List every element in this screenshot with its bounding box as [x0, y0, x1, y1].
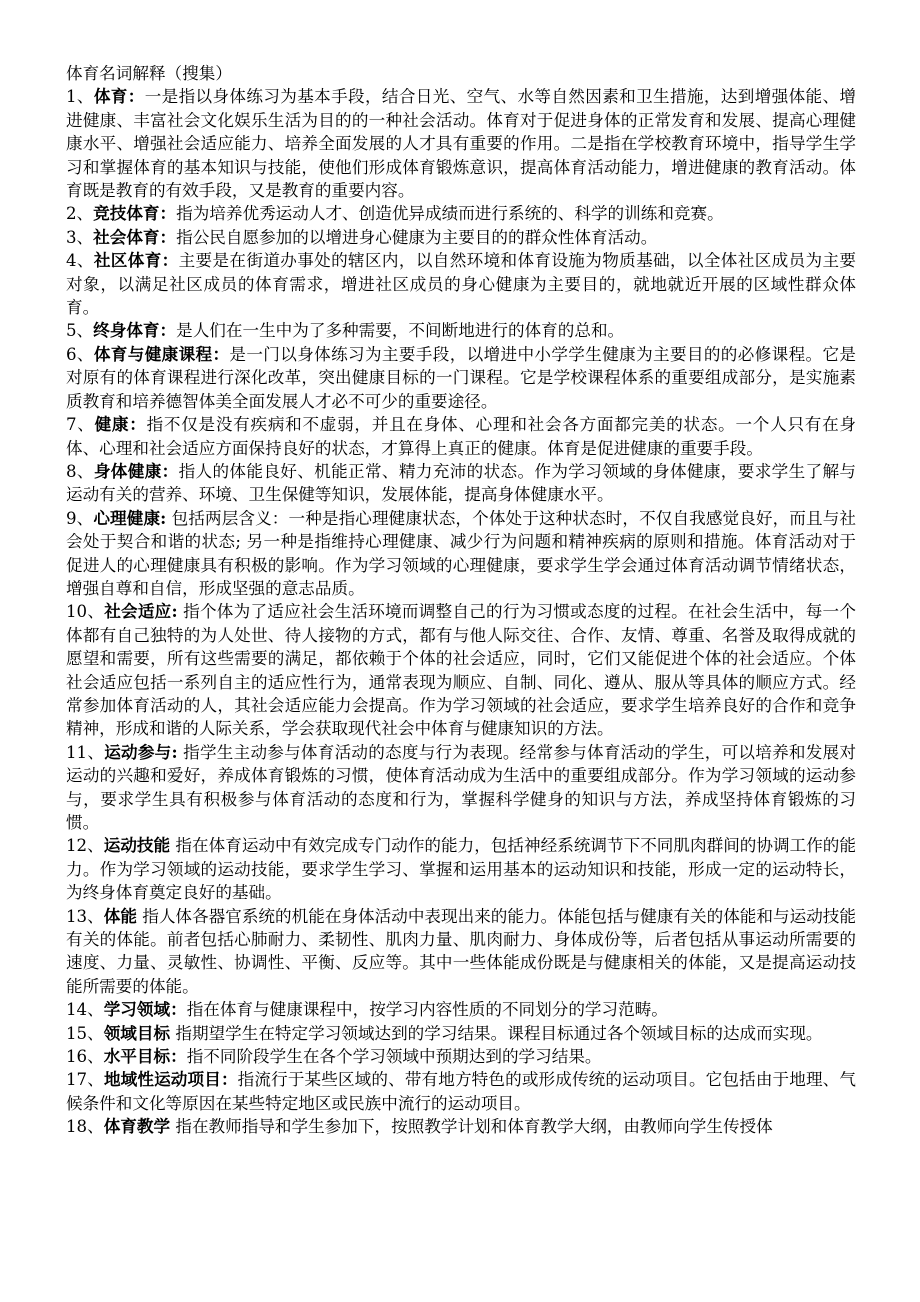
entry-definition: 指人的体能良好、机能正常、精力充沛的状态。作为学习领域的身体健康，要求学生了解与运动有关的营养、环境、卫生保健等知识，发展体能，提高身体健康水平。 — [66, 461, 857, 505]
entry-term: 体育与健康课程： — [93, 343, 230, 364]
entry-definition: 指在体育与健康课程中，按学习内容性质的不同划分的学习范畴。 — [186, 1000, 668, 1020]
entry-number: 4、 — [66, 251, 94, 271]
entry-number: 10、 — [66, 602, 105, 622]
entry-term: 竞技体育： — [93, 203, 177, 224]
entry-definition: 指个体为了适应社会生活环境而调整自己的行为习惯或态度的过程。在社会生活中，每一个体都有自己独特的为人处世、待人接物的方式，都有与他人际交往、合作、友情、尊重、名誉及取得成就的愿望和需要，所有这些需要的满足，都依赖于个体的社会适应，同时，它们又能促进个体的社会适应。个体社会适应包括一系列自主的适应性行为，通常表现为顺应、自制、同化、遵从、服从等具体的顺应方式。经常参加体育活动的人，其社会适应能力会提高。作为学习领域的社会适应，要求学生培养良好的合作和竞争精神，形成和谐的人际关系，学会获取现代社会中体育与健康知识的方法。 — [66, 602, 856, 739]
entry-number: 6、 — [66, 344, 94, 364]
entry-number: 18、 — [66, 1117, 104, 1137]
entry-term: 水平目标： — [103, 1046, 187, 1067]
entry-definition: 指为培养优秀运动人才、创造优异成绩而进行系统的、科学的训练和竞赛。 — [176, 204, 724, 224]
entry-term: 领域目标 — [103, 1022, 171, 1043]
entry-term: 社会体育： — [93, 226, 177, 247]
entry-definition: 指在教师指导和学生参加下，按照教学计划和体育教学大纲，由教师向学生传授体 — [170, 1117, 773, 1137]
entry-number: 8、 — [66, 461, 94, 481]
entry-term: 终身体育： — [93, 320, 177, 341]
entry-number: 13、 — [66, 906, 104, 926]
entry-number: 5、 — [66, 321, 94, 341]
entry-number: 1、 — [66, 87, 94, 107]
entry-number: 2、 — [66, 204, 94, 224]
entry-term: 社会适应: — [104, 601, 178, 622]
entry-term: 学习领域： — [103, 999, 187, 1020]
glossary-entry — [66, 1045, 856, 1068]
entry-definition: 指期望学生在特定学习领域达到的学习结果。课程目标通过各个领域目标的达成而实现。 — [170, 1023, 823, 1043]
glossary-entry — [66, 85, 856, 202]
entry-term: 体育教学 — [103, 1116, 171, 1137]
entry-term: 社区体育： — [93, 250, 179, 271]
entry-term: 运动技能 — [103, 835, 171, 856]
document-title: 体育名词解释（搜集） — [66, 64, 232, 83]
entry-number: 12、 — [66, 836, 104, 856]
glossary-entry — [66, 998, 856, 1021]
glossary-entry — [66, 319, 856, 342]
entry-number: 17、 — [66, 1070, 104, 1090]
entry-term: 地域性运动项目： — [103, 1069, 238, 1090]
entry-definition: 指不仅是没有疾病和不虚弱，并且在身体、心理和社会各方面都完美的状态。一个人只有在身体、心理和社会适应方面保持良好的状态，才算得上真正的健康。体育是促进健康的重要手段。 — [66, 415, 857, 458]
glossary-entry — [66, 343, 856, 413]
glossary-entry — [66, 741, 856, 835]
document-page — [66, 62, 856, 1139]
entry-term: 心理健康: — [93, 507, 167, 528]
entry-term: 健康： — [94, 414, 147, 435]
entry-term: 体能 — [103, 905, 137, 926]
glossary-entry — [66, 202, 856, 225]
entry-definition: 是人们在一生中为了多种需要，不间断地进行的体育的总和。 — [176, 321, 625, 341]
glossary-entry — [66, 226, 856, 249]
entry-term: 运动参与: — [104, 741, 178, 762]
entry-number: 11、 — [66, 742, 105, 762]
glossary-entry — [66, 460, 856, 507]
entry-definition: 主要是在街道办事处的辖区内，以自然环境和体育设施为物质基础，以全体社区成员为主要对象，以满足社区成员的体育需求，增进社区成员的身心健康为主要目的，就地就近开展的区域性群众体育。 — [66, 251, 857, 318]
entry-term: 体育： — [93, 86, 145, 107]
glossary-entry — [66, 507, 856, 601]
entry-definition: 指不同阶段学生在各个学习领域中预期达到的学习结果。 — [186, 1047, 602, 1067]
entry-definition: 指人体各器官系统的机能在身体活动中表现出来的能力。体能包括与健康有关的体能和与运动技能有关的体能。前者包括心肺耐力、柔韧性、肌肉力量、肌肉耐力、身体成份等，后者包括从事运动所需要的速度、力量、灵敏性、协调性、平衡、反应等。其中一些体能成份既是与健康相关的体能，又是提高运动技能所需要的体能。 — [66, 906, 856, 996]
glossary-entry — [66, 834, 856, 904]
glossary-entry — [66, 905, 856, 999]
entry-definition: 指公民自愿参加的以增进身心健康为主要目的的群众性体育活动。 — [176, 227, 658, 247]
entry-number: 7、 — [66, 415, 95, 435]
entry-number: 14、 — [66, 1000, 104, 1020]
glossary-entry — [66, 249, 856, 319]
entry-number: 15、 — [66, 1023, 104, 1043]
entry-definition: 是一门以身体练习为主要手段，以增进中小学学生健康为主要目的的必修课程。它是对原有的体育课程进行深化改革，突出健康目标的一门课程。它是学校课程体系的重要组成部分，是实施素质教育和培养德智体美全面发展人才必不可少的重要途径。 — [66, 344, 857, 411]
glossary-list — [66, 85, 856, 1138]
glossary-entry — [66, 413, 856, 460]
entry-definition: 指在体育运动中有效完成专门动作的能力，包括神经系统调节下不同肌肉群间的协调工作的能力。作为学习领域的运动技能，要求学生学习、掌握和运用基本的运动知识和技能，形成一定的运动特长，为终身体育奠定良好的基础。 — [66, 836, 857, 903]
glossary-entry — [66, 600, 856, 740]
glossary-entry — [66, 1022, 856, 1045]
entry-definition: 指学生主动参与体育活动的态度与行为表现。经常参与体育活动的学生，可以培养和发展对运动的兴趣和爱好，养成体育锻炼的习惯，使体育活动成为生活中的重要组成部分。作为学习领域的运动参与，要求学生具有积极参与体育活动的态度和行为，掌握科学健身的知识与方法，养成坚持体育锻炼的习惯。 — [66, 742, 856, 832]
glossary-entry — [66, 1115, 856, 1138]
glossary-entry — [66, 1068, 856, 1115]
entry-definition: 一是指以身体练习为基本手段，结合日光、空气、水等自然因素和卫生措施，达到增强体能、增进健康、丰富社会文化娱乐生活为目的的一种社会活动。体育对于促进身体的正常发育和发展、提高心理健康水平、增强社会适应能力、培养全面发展的人才具有重要的作用。二是指在学校教育环境中，指导学生学习和掌握体育的基本知识与技能，使他们形成体育锻炼意识，提高体育活动能力，增进健康的教育活动。体育既是教育的有效手段，又是教育的重要内容。 — [66, 87, 857, 201]
entry-number: 3、 — [66, 227, 94, 247]
entry-number: 16、 — [66, 1047, 104, 1067]
entry-term: 身体健康： — [93, 460, 179, 481]
entry-definition: 包括两层含义：一种是指心理健康状态，个体处于这种状态时，不仅自我感觉良好，而且与社会处于契合和谐的状态; 另一种是指维持心理健康、减少行为问题和精神疾病的原则和措施。体育活动对于促进人的心理健康具有积极的影响。作为学习领域的心理健康，要求学生学会通过体育活动调节情绪状态，增强自尊和自信，形成坚强的意志品质。 — [66, 508, 856, 598]
entry-number: 9、 — [66, 508, 94, 528]
entry-definition: 指流行于某些区域的、带有地方特色的或形成传统的运动项目。它包括由于地理、气候条件和文化等原因在某些特定地区或民族中流行的运动项目。 — [66, 1070, 856, 1113]
